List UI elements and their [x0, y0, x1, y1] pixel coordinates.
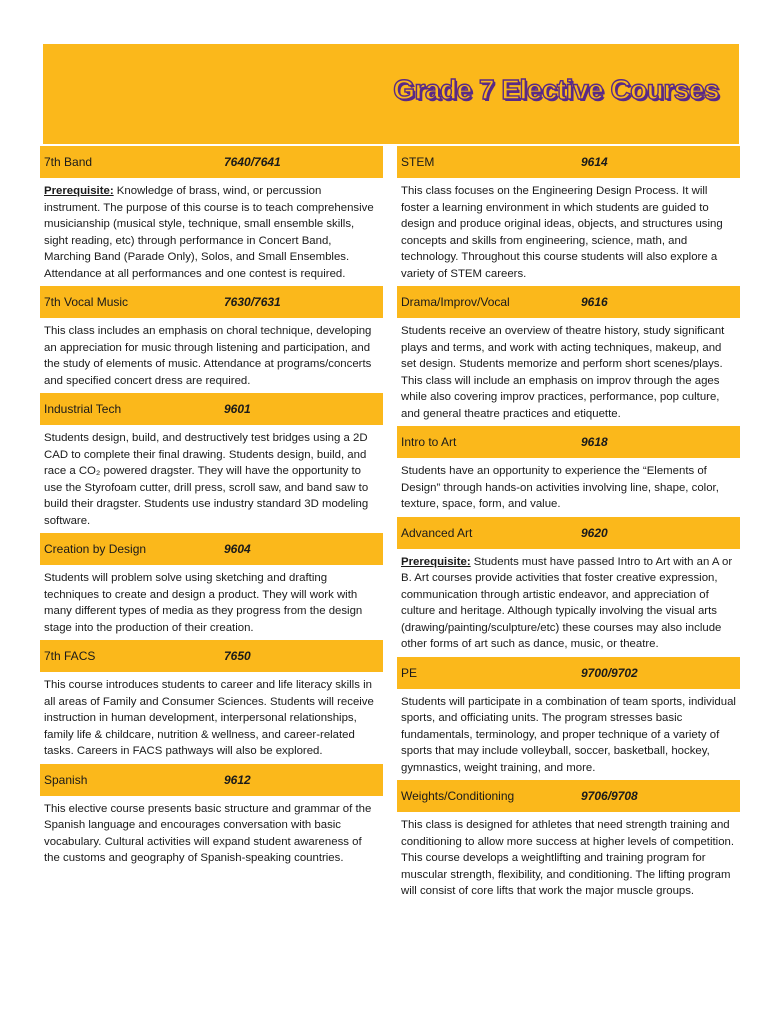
course-name: 7th FACS	[44, 649, 96, 663]
course-header	[40, 146, 383, 178]
course-description: Students receive an overview of theatre history, study significant plays and terms, and work with acting techniques, makeup, and set design. Students memorize and perform short scenes/plays. This class will include an emphasis on improv through the ages while also covering improv practices, performance, pop culture, and general theatre practices and etiquette.	[401, 325, 725, 420]
course-code: 9618	[581, 435, 608, 449]
course-description: This elective course presents basic structure and grammar of the Spanish language and encourages conversation with basic vocabulary. Cultural activities will expand student awareness of the customs and geography of Spanish-speaking countries.	[44, 802, 372, 864]
course-description: Students will participate in a combination of team sports, individual sports, and officiating units. The program stresses basic fundamentals, terminology, and proper technique of a variety of sports that may include volleyball, soccer, basketball, hockey, gymnastics, weight training, and more.	[401, 695, 736, 774]
course-pe	[397, 657, 740, 781]
prerequisite-label: Prerequisite:	[44, 185, 114, 197]
course-name: Intro to Art	[401, 435, 457, 449]
course-code: 7630/7631	[224, 295, 281, 309]
course-code: 7650	[224, 649, 251, 663]
left-column	[40, 146, 383, 871]
course-creation-by-design	[40, 533, 383, 640]
course-name: Drama/Improv/Vocal	[401, 295, 510, 309]
course-name: Weights/Conditioning	[401, 789, 515, 803]
course-intro-to-art	[397, 426, 740, 517]
course-header	[397, 780, 740, 812]
course-description	[397, 549, 740, 657]
course-code: 9612	[224, 772, 251, 787]
course-description: Students design, build, and destructively test bridges using a 2D CAD to complete their final drawing. Students design, build, and race a CO₂ powered dragster. They will have the opportunity to use the Styrofoam cutter, drill press, scroll saw, and band saw to build their dragster. Students use industry standard 3D modeling software.	[44, 432, 369, 527]
course-header	[397, 286, 740, 318]
course-drama-improv-vocal	[397, 286, 740, 426]
course-header	[397, 426, 740, 458]
course-name: 7th Band	[44, 155, 93, 169]
course-name: Creation by Design	[44, 542, 147, 556]
course-7th-facs	[40, 640, 383, 764]
course-code: 9620	[581, 525, 608, 540]
course-code: 7640/7641	[224, 155, 281, 169]
course-description: This course introduces students to career and life literacy skills in all areas of Family and Consumer Sciences. Students will receive instruction in human development, interpersonal relationships, family life & childcare, nutrition & wellness, and career-related tasks. Careers in FACS pathways will also be explored.	[44, 679, 374, 757]
course-header	[40, 533, 383, 565]
course-description-text: Knowledge of brass, wind, or percussion instrument. The purpose of this course is to teach comprehensive musicianship (musical style, technique, small ensemble skills, sight reading, etc) through performance in Concert Band, Marching Band (Parade Only), Solos, and Small Ensembles. Attendance at all performances and one contest is required.	[44, 185, 374, 280]
course-code: 9601	[224, 402, 251, 416]
course-header	[40, 286, 383, 318]
course-description	[40, 178, 383, 286]
course-description: Students have an opportunity to experience the “Elements of Design” through hands-on activities involving line, shape, color, texture, space, form, and value.	[401, 465, 719, 510]
course-name: Industrial Tech	[44, 402, 122, 416]
course-name: 7th Vocal Music	[44, 295, 129, 309]
right-column	[397, 146, 740, 904]
page-title: Grade 7 Elective Courses	[393, 74, 719, 105]
course-code: 9614	[581, 155, 608, 169]
course-spanish	[40, 764, 383, 871]
course-description: This class includes an emphasis on choral technique, developing an appreciation for music through listening and participation, and the study of elements of music. Attendance at programs/concerts and specified concert dress are required.	[44, 325, 372, 387]
header-banner	[43, 44, 739, 144]
course-7th-vocal-music	[40, 286, 383, 393]
course-header	[40, 764, 383, 796]
course-name: Advanced Art	[401, 525, 473, 540]
course-description-text: Students must have passed Intro to Art with an A or B. Art courses provide activities that foster creative expression, communication through artistic endeavor, and appreciation of culture and heritage. Although typically involving the visual arts (drawing/painting/sculpture/etc) these courses may also include other forms of art such as dance, music, or theatre.	[401, 555, 733, 650]
course-advanced-art	[397, 517, 740, 657]
course-description: Students will problem solve using sketching and drafting techniques to create and design a product. They will work with many different types of media as they progress from the design stage into the production of their creation.	[44, 572, 363, 634]
course-header	[397, 146, 740, 178]
course-code: 9616	[581, 295, 608, 309]
course-code: 9700/9702	[581, 665, 638, 680]
course-description: This class is designed for athletes that need strength training and conditioning to allow more success at higher levels of competition. This course develops a weightlifting and training program for muscular strength, flexibility, and conditioning. The lifting program will consist of core lifts that work the major muscle groups.	[401, 819, 735, 897]
course-stem	[397, 146, 740, 286]
course-industrial-tech	[40, 393, 383, 533]
course-description: This class focuses on the Engineering Design Process. It will foster a learning environment in which students are guided to design and produce original ideas, objects, and structures using concepts and skills from engineering, science, math, and technology. Throughout this course students will also explore a variety of STEM careers.	[401, 185, 723, 280]
course-weights-conditioning	[397, 780, 740, 904]
course-code: 9604	[224, 542, 251, 556]
course-7th-band	[40, 146, 383, 286]
course-name: Spanish	[44, 772, 88, 787]
course-header	[40, 640, 383, 672]
course-header	[397, 517, 740, 549]
course-name: PE	[401, 665, 418, 680]
course-name: STEM	[401, 155, 435, 169]
course-header	[397, 657, 740, 689]
course-code: 9706/9708	[581, 789, 638, 803]
prerequisite-label: Prerequisite:	[401, 555, 471, 568]
course-header	[40, 393, 383, 425]
